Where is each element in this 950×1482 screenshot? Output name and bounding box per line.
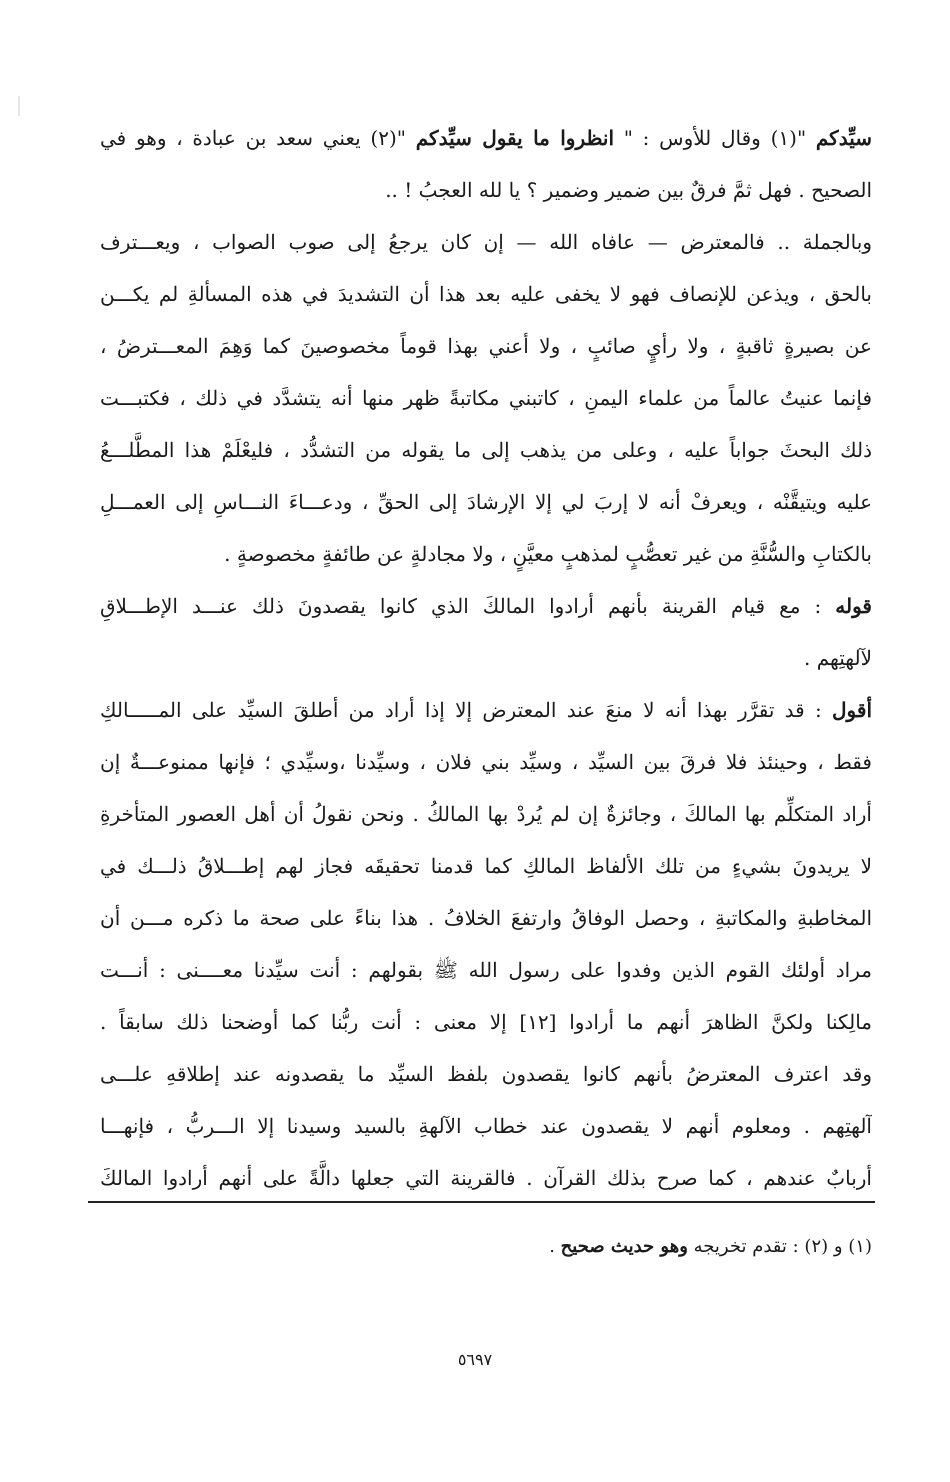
text-line [100,580,872,632]
text-segment: مالِكنا ولكنَّ الظاهرَ أنهم ما أرادوا [١٢] إلا معنى : أنت ربُّنا كما أوضحنا ذلك سابقاً . [100,1010,872,1034]
text-line [100,788,872,840]
text-line [100,996,872,1048]
text-line [100,1048,872,1100]
text-line [100,528,872,580]
text-segment: (٢) [370,126,397,150]
page-body [100,112,872,1204]
text-line [100,476,872,528]
text-segment: يعني سعد بن عبادة ، وهو في [100,126,371,150]
text-line [100,1152,872,1204]
text-line [100,684,872,736]
page-number: ٥٦٩٧ [457,1350,493,1369]
text-line [100,424,872,476]
text-segment: عن بصيرةٍ ثاقبةٍ ، ولا رأيٍ صائبٍ ، ولا أعني بهذا قوماً مخصوصينَ كما وَهِمَ المعـــترضُ ، [100,334,872,358]
text-segment: لا يريدونَ بشيءٍ من تلك الألفاظ المالكِ كما قدمنا تحقيقَه فجاز لهم إطـــلاقُ ذلـــك في [100,854,872,878]
text-line [100,840,872,892]
text-segment: ذلك البحثَ جواباً عليه ، وعلى من يذهب إلى ما يقوله من التشدُّد ، فليعْلَمْ هذا المطَّلـــعُ [100,438,872,462]
text-segment: الصحيح . فهل ثمَّ فرقٌ بين ضمير وضمير ؟ يا لله العجبُ ! .. [385,178,872,202]
text-line [100,112,872,164]
text-segment: أربابٌ عندهم ، كما صرح بذلك القرآن . فالقرينة التي جعلها دالَّةً على أنهم أرادوا المالكَ [100,1166,872,1190]
text-segment: بالكتابِ والسُّنَّةِ من غير تعصُّبٍ لمذهبٍ معيَّنٍ ، ولا مجادلةٍ عن طائفةٍ مخصوصةٍ . [224,542,872,566]
footnote [100,1232,872,1262]
bold-text: سيِّدكم [815,126,872,150]
text-segment: عليه ويتيقَّنْه ، ويعرفْ أنه لا إربَ لي إلا الإرشادَ إلى الحقِّ ، ودعـــاءَ النـــاسِ إلى العمـــلِ [100,490,872,514]
bold-text: قوله [835,594,872,618]
text-segment: لآلهتِهم . [804,646,872,670]
text-segment: فإنما عنيتُ عالماً من علماء اليمنِ ، كاتبني مكاتبةً ظهر منها أنه يتشدَّد في ذلك ، فكتبـــت [100,386,872,410]
text-line [100,372,872,424]
text-segment: " [796,126,816,150]
text-segment: (١) [770,126,797,150]
text-line [100,320,872,372]
footnote-end: . [549,1236,561,1257]
text-segment: بالحق ، ويذعن للإنصاف فهو لا يخفى عليه بعد هذا أن التشديدَ في هذه المسألةِ لم يكـــن [100,282,872,306]
text-segment: آلهتِهم . ومعلوم أنهم لا يقصدون عند خطاب الآلهةِ بالسيد وسيدنا إلا الـــربُّ ، فإنهـــا [100,1114,872,1138]
bold-text: انظروا ما يقول سيِّدكم [415,126,615,150]
text-line [100,268,872,320]
text-segment: فقط ، وحينئذ فلا فرقَ بين السيِّد ، وسيِّد بني فلان ، وسيِّدنا ،وسيِّدي ؛ فإنها ممنوعـــةٌ إن [100,750,872,774]
footnote-separator [88,1201,875,1203]
text-line [100,892,872,944]
text-line [100,736,872,788]
footnote-bold-text: وهو حديث صحيح [560,1236,688,1257]
text-line [100,216,872,268]
bold-text: أقول [832,698,872,722]
text-segment: " [396,126,416,150]
text-line [100,164,872,216]
text-segment: : مع قيام القرينة بأنهم أرادوا المالكَ الذي كانوا يقصدونَ ذلك عنـــد الإطـــلاقِ [100,594,836,618]
footnote-text: (١) و (٢) : تقدم تخريجه [687,1236,872,1257]
text-line [100,632,872,684]
text-segment: وبالجملة .. فالمعترض — عافاه الله — إن كان يرجعُ إلى صوب الصواب ، ويعـــترف [100,230,872,254]
text-segment: أراد المتكلِّم بها المالكَ ، وجائزةٌ إن لم يُردْ بها المالكُ . ونحن نقولُ أن أهل العصور المتأخرةِ [100,802,872,826]
text-segment: وقال للأوس : " [614,126,771,150]
text-segment: : قد تقرَّر بهذا أنه لا منعَ عند المعترض إلا إذا أراد من أطلقَ السيِّد على المـــــالكِ [100,698,833,722]
text-line [100,1100,872,1152]
text-segment: وقد اعترف المعترضُ بأنهم كانوا يقصدون بلفظ السيِّد ما يقصدونه عند إطلاقهِ علـــى [100,1062,872,1086]
text-segment: مراد أولئك القوم الذين وفدوا على رسول الله ﷺ بقولهم : أنت سيِّدنا معــــنى : أنـــت [100,958,872,982]
text-segment: المخاطبةِ والمكاتبةِ ، وحصل الوفاقُ وارتفعَ الخلافُ . هذا بناءً على صحة ما ذكره مـــن أن [100,906,872,930]
text-line [100,944,872,996]
margin-scan-mark [18,96,20,116]
